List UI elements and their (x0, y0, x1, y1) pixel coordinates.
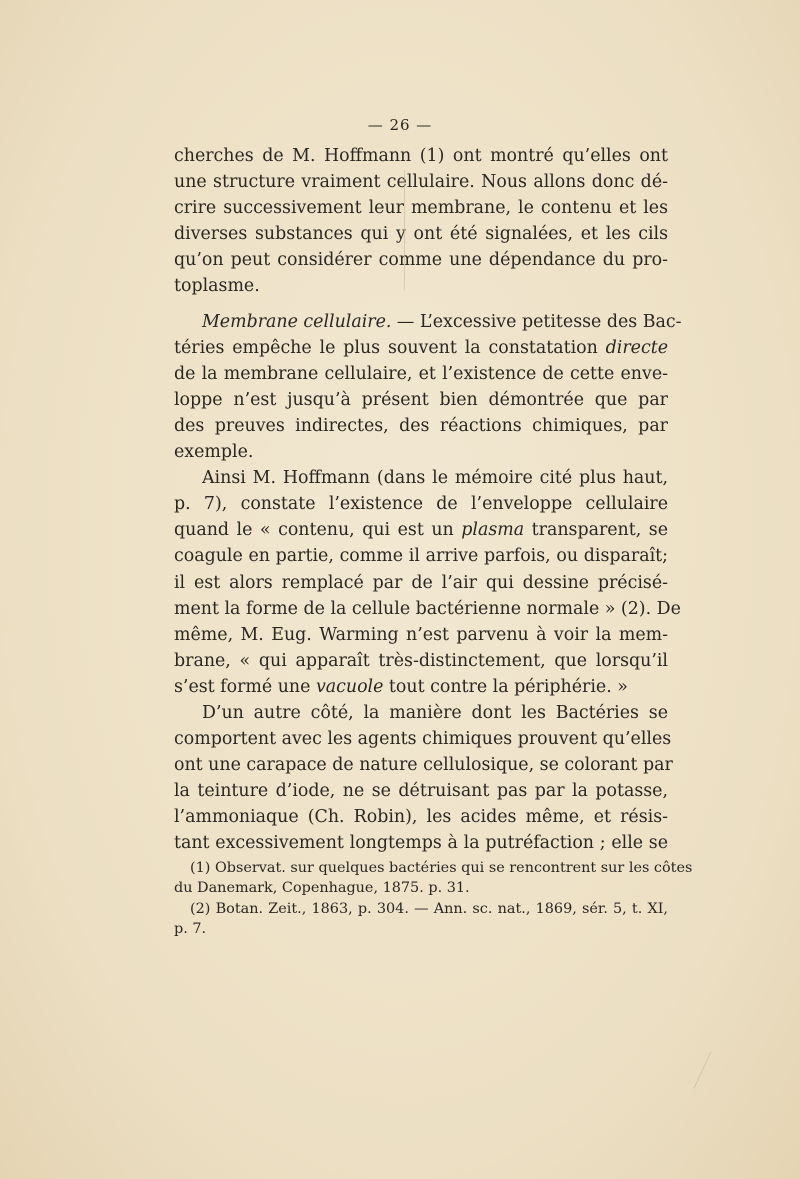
footnote-line: (1) Observat. sur quelques bactéries qui se rencontrent sur les côtes (190, 860, 693, 876)
text-line: ment la forme de la cellule bactérienne normale » (2). De (174, 598, 681, 619)
footnotes (174, 858, 693, 940)
emphasis-text: vacuole (315, 676, 384, 697)
text-line: qu’on peut considérer comme une dépendance du pro- (174, 250, 668, 271)
text-line: ont une carapace de nature cellulosique, se colorant par (174, 755, 673, 776)
text-line: des preuves indirectes, des réactions chimiques, par (174, 415, 668, 436)
text-line: brane, « qui apparaît très-distinctement, que lorsqu’il (174, 650, 668, 671)
text-line: crire successivement leur membrane, le contenu et les (174, 198, 668, 219)
text-line: tant excessivement longtemps à la putréfaction ; elle se (174, 833, 668, 854)
page-number: — 26 — (367, 116, 433, 134)
text-line: la teinture d’iode, ne se détruisant pas par la potasse, (174, 781, 668, 802)
text-line: toplasme. (174, 276, 260, 297)
section-heading: Membrane cellulaire. (202, 311, 392, 332)
paper-scratch (694, 1052, 712, 1089)
text-run: quand le « contenu, qui est un (174, 520, 462, 541)
text-run: transparent, se (524, 520, 669, 541)
text-line: une structure vraiment cellulaire. Nous allons donc dé- (174, 172, 668, 193)
text-run: tout contre la périphérie. » (383, 676, 628, 697)
text-line: comportent avec les agents chimiques prouvent qu’elles (174, 729, 672, 750)
text-line (174, 517, 668, 543)
text-line: diverses substances qui y ont été signalées, et les cils (174, 224, 668, 245)
text-line: même, M. Eug. Warming n’est parvenu à voir la mem- (174, 624, 668, 645)
text-line: de la membrane cellulaire, et l’existence de cette enve- (174, 363, 668, 384)
text-line: loppe n’est jusqu’à présent bien démontrée que par (174, 389, 668, 410)
footnote-line: du Danemark, Copenhague, 1875. p. 31. (174, 880, 470, 897)
body-text (174, 143, 682, 857)
paragraph-gap (174, 300, 668, 309)
text-run: — L’excessive petitesse des Bac- (391, 311, 682, 332)
text-run: téries empêche le plus souvent la constatation (174, 337, 606, 358)
text-line: coagule en partie, comme il arrive parfois, ou disparaît; (174, 546, 668, 567)
text-line: il est alors remplacé par de l’air qui dessine précisé- (174, 572, 668, 593)
paper-scratch (404, 170, 405, 290)
footnote-line: p. 7. (174, 921, 207, 938)
text-line (174, 674, 668, 700)
section-heading-line (174, 309, 682, 335)
text-line: p. 7), constate l’existence de l’enveloppe cellulaire (174, 494, 668, 515)
text-line: Ainsi M. Hoffmann (dans le mémoire cité plus haut, (202, 468, 668, 489)
emphasis-text: directe (605, 337, 668, 358)
text-line: cherches de M. Hoffmann (1) ont montré qu’elles ont (174, 146, 668, 166)
footnote-line: (2) Botan. Zeit., 1863, p. 304. — Ann. sc. nat., 1869, sér. 5, t. XI, (190, 900, 668, 917)
text-line (174, 335, 668, 361)
emphasis-text: plasma (461, 520, 525, 541)
text-line: exemple. (174, 442, 254, 463)
text-line: l’ammoniaque (Ch. Robin), les acides même, et résis- (174, 807, 668, 828)
text-line: D’un autre côté, la manière dont les Bactéries se (202, 702, 668, 723)
text-run: s’est formé une (174, 676, 316, 697)
